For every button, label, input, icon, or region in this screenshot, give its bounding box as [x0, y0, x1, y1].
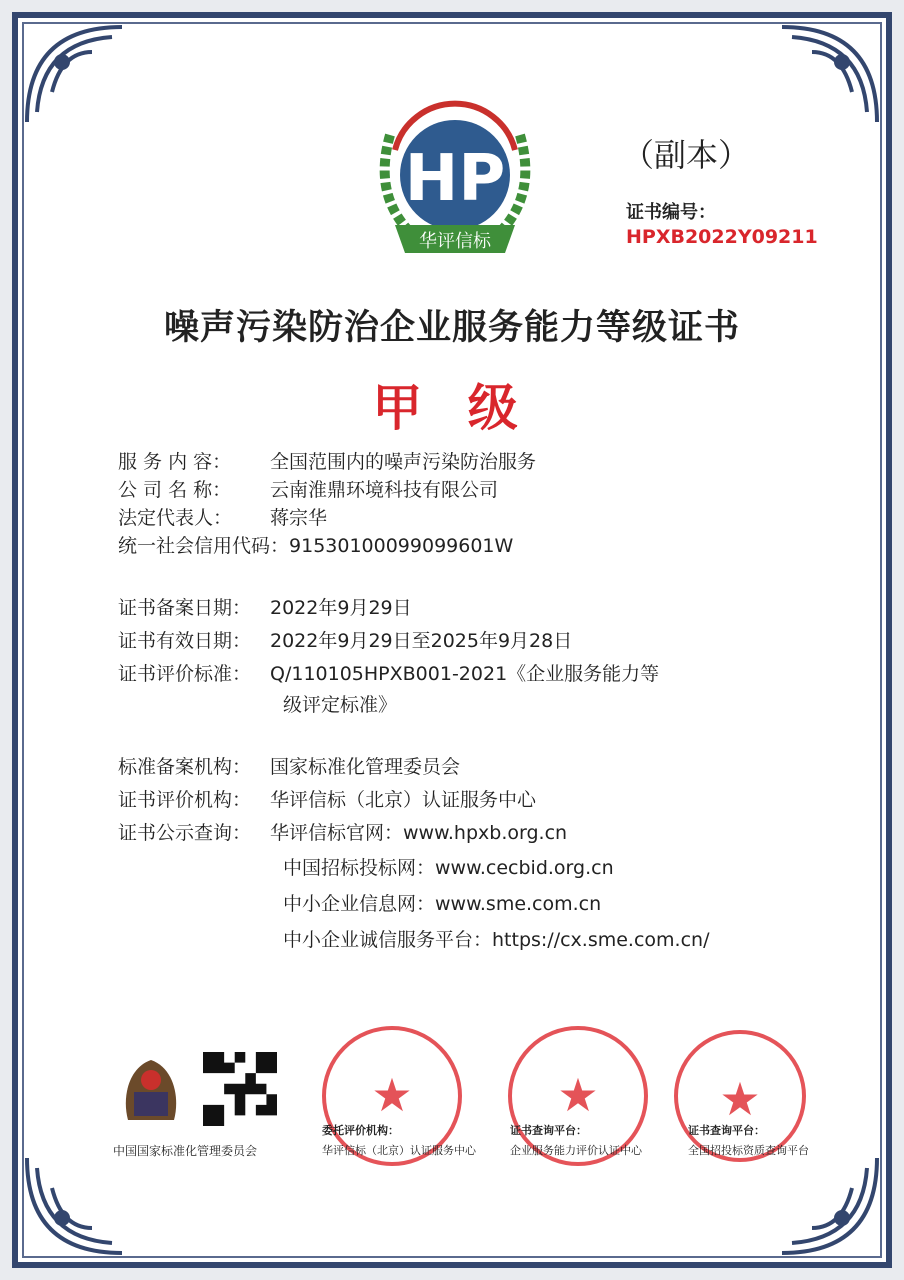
field-value: 2022年9月29日至2025年9月28日 — [270, 630, 573, 652]
stamp-label: 证书查询平台： — [688, 1124, 765, 1137]
field-label: 证书评价标准： — [118, 663, 252, 685]
corner-ornament-icon — [772, 22, 882, 132]
star-icon: ★ — [371, 1068, 413, 1122]
field-value: 全国范围内的噪声污染防治服务 — [270, 451, 537, 473]
field-label: 证书有效日期： — [118, 630, 252, 652]
emblem-caption: 中国国家标准化管理委员会 — [113, 1144, 258, 1158]
org-row — [118, 820, 567, 846]
stamp-org: 企业服务能力评价认证中心 — [510, 1144, 642, 1157]
field-label: 标准备案机构： — [118, 756, 252, 778]
org-row — [118, 754, 460, 780]
star-icon: ★ — [719, 1072, 761, 1126]
field-label: 证书评价机构： — [118, 789, 252, 811]
corner-ornament-icon — [22, 22, 132, 132]
stamp-org: 华评信标（北京）认证服务中心 — [322, 1144, 476, 1157]
field-value: 91530100099099601W — [289, 535, 514, 557]
field-value: Q/110105HPXB001-2021《企业服务能力等 — [270, 663, 660, 685]
date-row — [118, 628, 572, 654]
query-site: 中国招标投标网：www.cecbid.org.cn — [283, 857, 614, 879]
field-value: 华评信标（北京）认证服务中心 — [270, 789, 537, 811]
field-label: 证书公示查询： — [118, 822, 252, 844]
field-value: 云南淮鼎环境科技有限公司 — [270, 479, 499, 501]
field-row — [118, 477, 498, 503]
svg-text:HP: HP — [404, 142, 506, 216]
stamp-label: 委托评价机构： — [322, 1124, 399, 1137]
copy-label: （副本） — [622, 136, 751, 174]
field-value: 蒋宗华 — [270, 507, 328, 529]
field-label: 证书备案日期： — [118, 597, 252, 619]
date-row — [118, 661, 659, 687]
field-label: 统一社会信用代码： — [118, 535, 290, 557]
corner-ornament-icon — [22, 1148, 132, 1258]
qr-code — [203, 1052, 277, 1126]
org-row — [118, 787, 536, 813]
field-label: 公 司 名 称： — [118, 479, 232, 501]
star-icon: ★ — [557, 1068, 599, 1122]
corner-ornament-icon — [772, 1148, 882, 1258]
date-row — [118, 595, 412, 621]
certificate-title: 噪声污染防治企业服务能力等级证书 — [163, 308, 740, 348]
cert-number: HPXB2022Y09211 — [626, 226, 818, 248]
certificate-grade: 甲 级 — [372, 379, 532, 437]
stamp-label: 证书查询平台： — [510, 1124, 587, 1137]
field-row — [118, 449, 536, 475]
field-value-continued: 级评定标准》 — [283, 694, 398, 716]
field-row — [118, 505, 327, 531]
field-row — [118, 533, 513, 559]
cert-number-label: 证书编号： — [626, 202, 716, 223]
query-site: 中小企业信息网：www.sme.com.cn — [283, 893, 602, 915]
field-value: 2022年9月29日 — [270, 597, 412, 619]
field-value: 华评信标官网：www.hpxb.org.cn — [270, 822, 568, 844]
field-label: 法定代表人： — [118, 507, 233, 529]
hpxb-logo — [365, 95, 545, 275]
query-site: 中小企业诚信服务平台：https://cx.sme.com.cn/ — [283, 929, 710, 951]
stamp-org: 全国招投标资质查询平台 — [688, 1144, 809, 1157]
svg-text:华评信标: 华评信标 — [419, 231, 491, 252]
national-emblem-icon — [118, 1058, 184, 1128]
field-label: 服 务 内 容： — [118, 451, 232, 473]
field-value: 国家标准化管理委员会 — [270, 756, 461, 778]
